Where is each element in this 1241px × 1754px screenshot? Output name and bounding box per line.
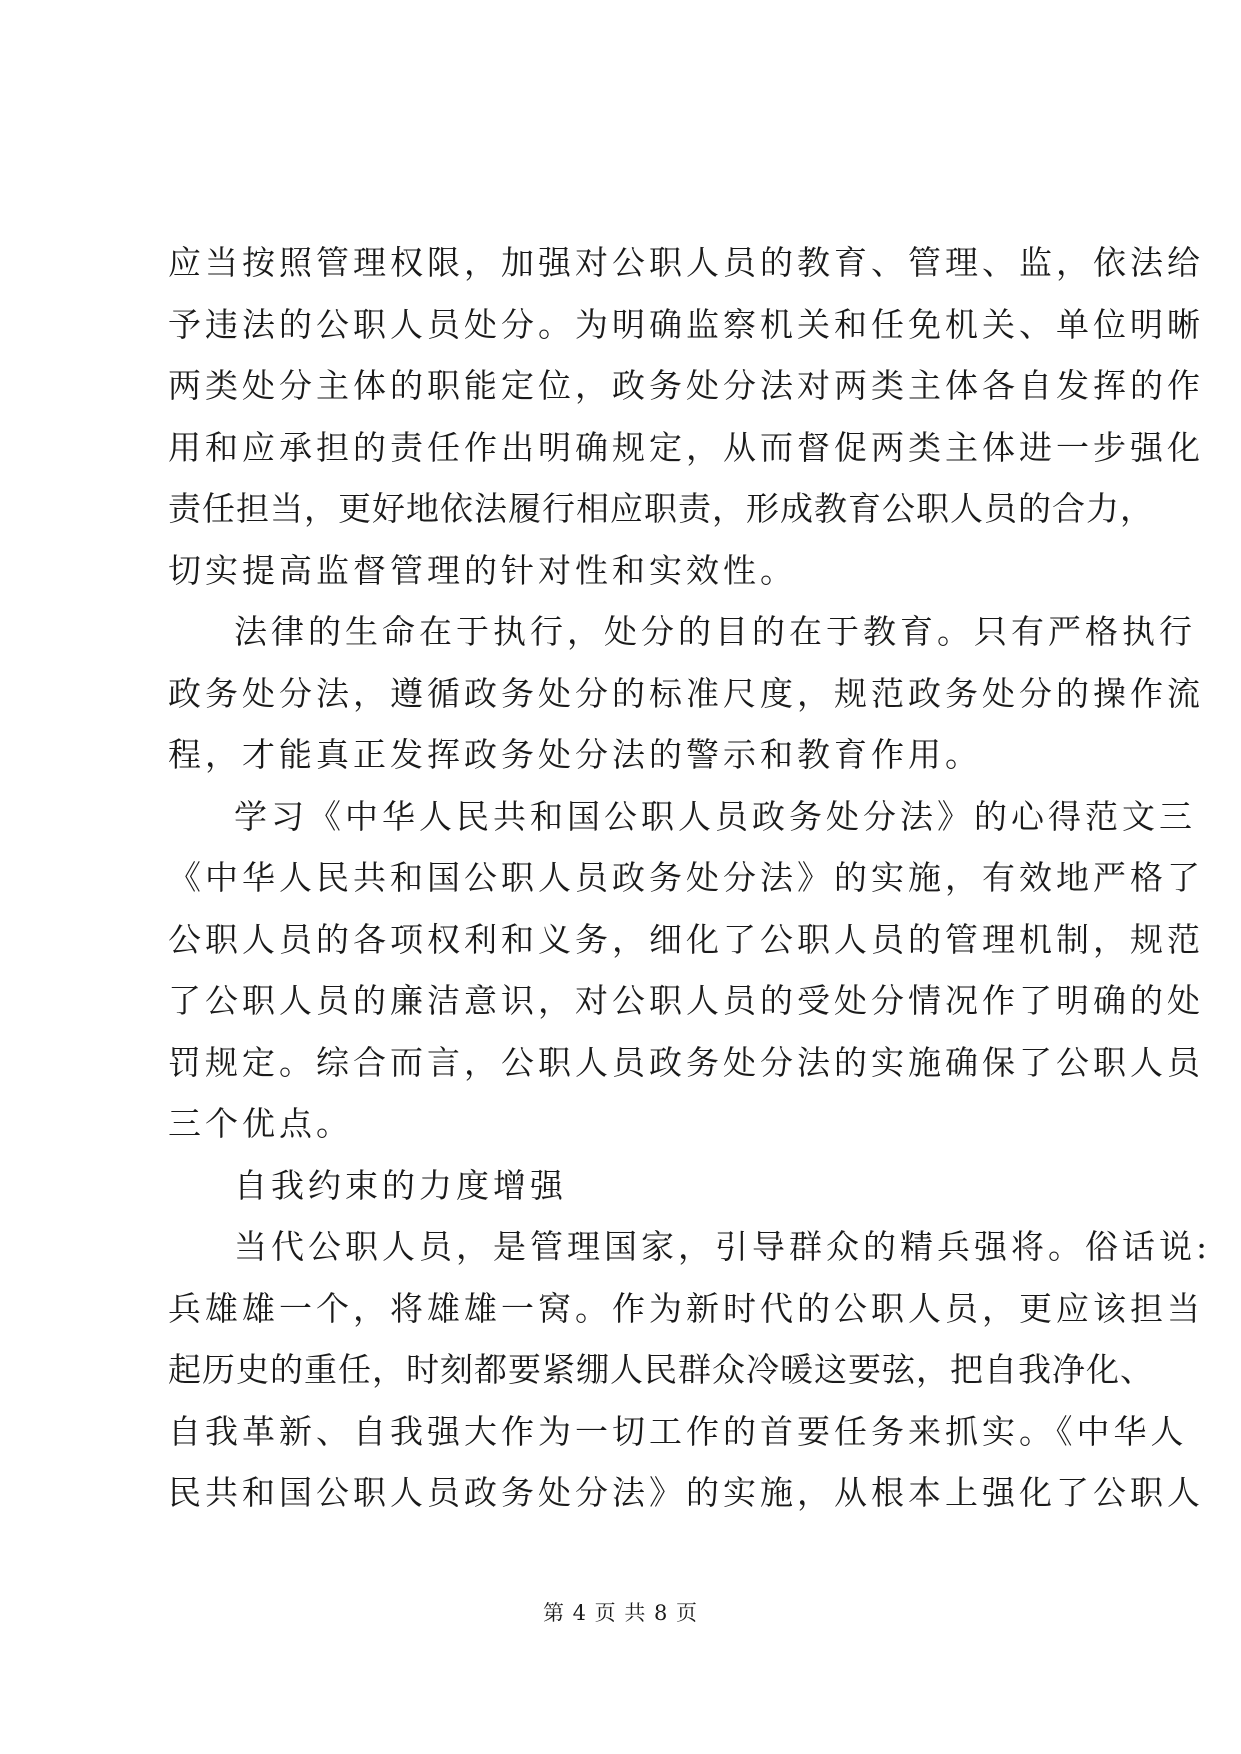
text-line: 起历史的重任，时刻都要紧绷人民群众冷暖这要弦，把自我净化、 (168, 1350, 1154, 1389)
text-line: 切实提高监督管理的针对性和实效性。 (168, 550, 797, 590)
text-line: 《中华人民共和国公职人员政务处分法》的实施，有效地严格了 (168, 858, 1204, 897)
text-line: 用和应承担的责任作出明确规定，从而督促两类主体进一步强化 (168, 427, 1204, 467)
text-line: 公职人员的各项权利和义务，细化了公职人员的管理机制，规范 (168, 919, 1204, 959)
text-line: 法律的生命在于执行，处分的目的在于教育。只有严格执行 (234, 612, 1196, 651)
text-line: 学习《中华人民共和国公职人员政务处分法》的心得范文三 (234, 796, 1196, 836)
section-heading: 自我约束的力度增强 (234, 1165, 567, 1205)
text-line: 了公职人员的廉洁意识，对公职人员的受处分情况作了明确的处 (168, 981, 1204, 1020)
text-line: 罚规定。综合而言，公职人员政务处分法的实施确保了公职人员 (168, 1042, 1204, 1082)
body-text (168, 232, 1212, 1524)
text-line: 应当按照管理权限，加强对公职人员的教育、管理、监，依法给 (168, 243, 1204, 282)
text-line: 予违法的公职人员处分。为明确监察机关和任免机关、单位明晰 (168, 304, 1204, 344)
text-line: 自我革新、自我强大作为一切工作的首要任务来抓实。《中华人 (168, 1411, 1188, 1451)
text-line: 民共和国公职人员政务处分法》的实施，从根本上强化了公职人 (168, 1473, 1204, 1512)
page-number-footer: 第 4 页 共 8 页 (542, 1601, 699, 1625)
text-line: 程，才能真正发挥政务处分法的警示和教育作用。 (168, 735, 982, 774)
text-line: 兵雄雄一个，将雄雄一窝。作为新时代的公职人员，更应该担当 (168, 1288, 1204, 1328)
text-line: 责任担当，更好地依法履行相应职责，形成教育公职人员的合力， (168, 489, 1154, 528)
text-line: 三个优点。 (168, 1104, 353, 1143)
text-line: 政务处分法，遵循政务处分的标准尺度，规范政务处分的操作流 (168, 673, 1204, 713)
text-line: 两类处分主体的职能定位，政务处分法对两类主体各自发挥的作 (168, 366, 1204, 405)
text-line: 当代公职人员，是管理国家，引导群众的精兵强将。俗话说: (234, 1227, 1212, 1266)
